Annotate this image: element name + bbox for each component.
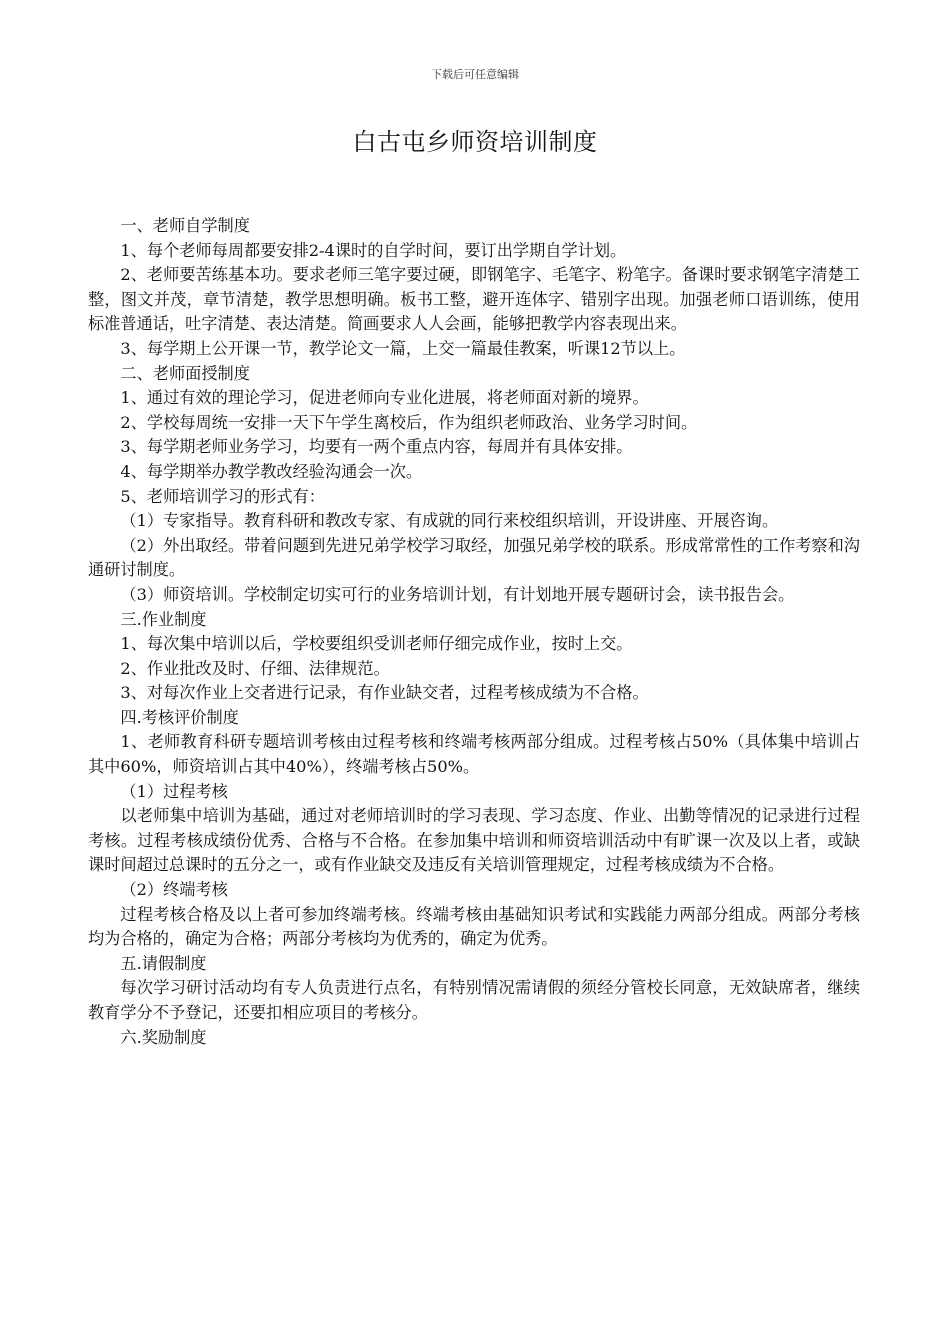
paragraph: 1、通过有效的理论学习，促进老师向专业化进展，将老师面对新的境界。 <box>120 388 649 408</box>
section-heading-instruction: 二、老师面授制度 <box>120 363 250 383</box>
paragraph: 2、老师要苦练基本功。要求老师三笔字要过硬，即钢笔字、毛笔字、粉笔字。备课时要求钢笔字清楚工整，图文并茂，章节清楚，教学思想明确。板书工整，避开连体字、错别字出现。加强老师口语训练，使用标准普通话，吐字清楚、表达清楚。简画要求人人会画，能够把教学内容表现出来。 <box>88 265 860 334</box>
paragraph: （1）专家指导。教育科研和教改专家、有成就的同行来校组织培训，开设讲座、开展咨询。 <box>120 511 779 531</box>
paragraph: 3、每学期老师业务学习，均要有一两个重点内容，每周并有具体安排。 <box>120 437 633 457</box>
section-heading-assessment: 四.考核评价制度 <box>120 707 239 727</box>
paragraph: 1、每次集中培训以后，学校要组织受训老师仔细完成作业，按时上交。 <box>120 634 633 654</box>
paragraph: 3、每学期上公开课一节，教学论文一篇，上交一篇最佳教案，听课12节以上。 <box>120 338 686 358</box>
section-heading-leave: 五.请假制度 <box>120 953 207 973</box>
section-heading-self-study: 一、老师自学制度 <box>120 216 250 235</box>
subheading-process-assessment: （1）过程考核 <box>120 781 228 801</box>
paragraph: 1、每个老师每周都要安排2-4课时的自学时间，要订出学期自学计划。 <box>120 240 627 260</box>
paragraph: 以老师集中培训为基础，通过对老师培训时的学习表现、学习态度、作业、出勤等情况的记录进行过程考核。过程考核成绩份优秀、合格与不合格。在参加集中培训和师资培训活动中有旷课一次及以上者，或缺课时间超过总课时的五分之一，或有作业缺交及违反有关培训管理规定，过程考核成绩为不合格。 <box>88 806 860 875</box>
paragraph: 2、作业批改及时、仔细、法律规范。 <box>120 658 390 678</box>
section-heading-homework: 三.作业制度 <box>120 609 207 629</box>
section-heading-rewards: 六.奖励制度 <box>120 1027 207 1047</box>
paragraph: （2）外出取经。带着问题到先进兄弟学校学习取经，加强兄弟学校的联系。形成常常性的工作考察和沟通研讨制度。 <box>88 535 860 580</box>
paragraph: 3、对每次作业上交者进行记录，有作业缺交者，过程考核成绩为不合格。 <box>120 683 649 703</box>
paragraph: 过程考核合格及以上者可参加终端考核。终端考核由基础知识考试和实践能力两部分组成。两部分考核均为合格的，确定为合格；两部分考核均为优秀的，确定为优秀。 <box>88 904 860 949</box>
header-note: 下载后可任意编辑 <box>431 68 519 81</box>
paragraph: 2、学校每周统一安排一天下午学生离校后，作为组织老师政治、业务学习时间。 <box>120 412 698 432</box>
paragraph: 1、老师教育科研专题培训考核由过程考核和终端考核两部分组成。过程考核占50%（具体集中培训占其中60%，师资培训占其中40%），终端考核占50%。 <box>88 732 860 777</box>
paragraph: 4、每学期举办教学教改经验沟通会一次。 <box>120 461 423 481</box>
document-title: 白古屯乡师资培训制度 <box>352 128 598 156</box>
document-body <box>88 214 860 1050</box>
paragraph: 每次学习研讨活动均有专人负责进行点名，有特别情况需请假的须经分管校长同意，无效缺席者，继续教育学分不予登记，还要扣相应项目的考核分。 <box>88 978 860 1022</box>
subheading-final-assessment: （2）终端考核 <box>120 880 228 900</box>
paragraph: （3）师资培训。学校制定切实可行的业务培训计划，有计划地开展专题研讨会，读书报告会。 <box>120 584 795 604</box>
paragraph: 5、老师培训学习的形式有： <box>120 486 325 506</box>
